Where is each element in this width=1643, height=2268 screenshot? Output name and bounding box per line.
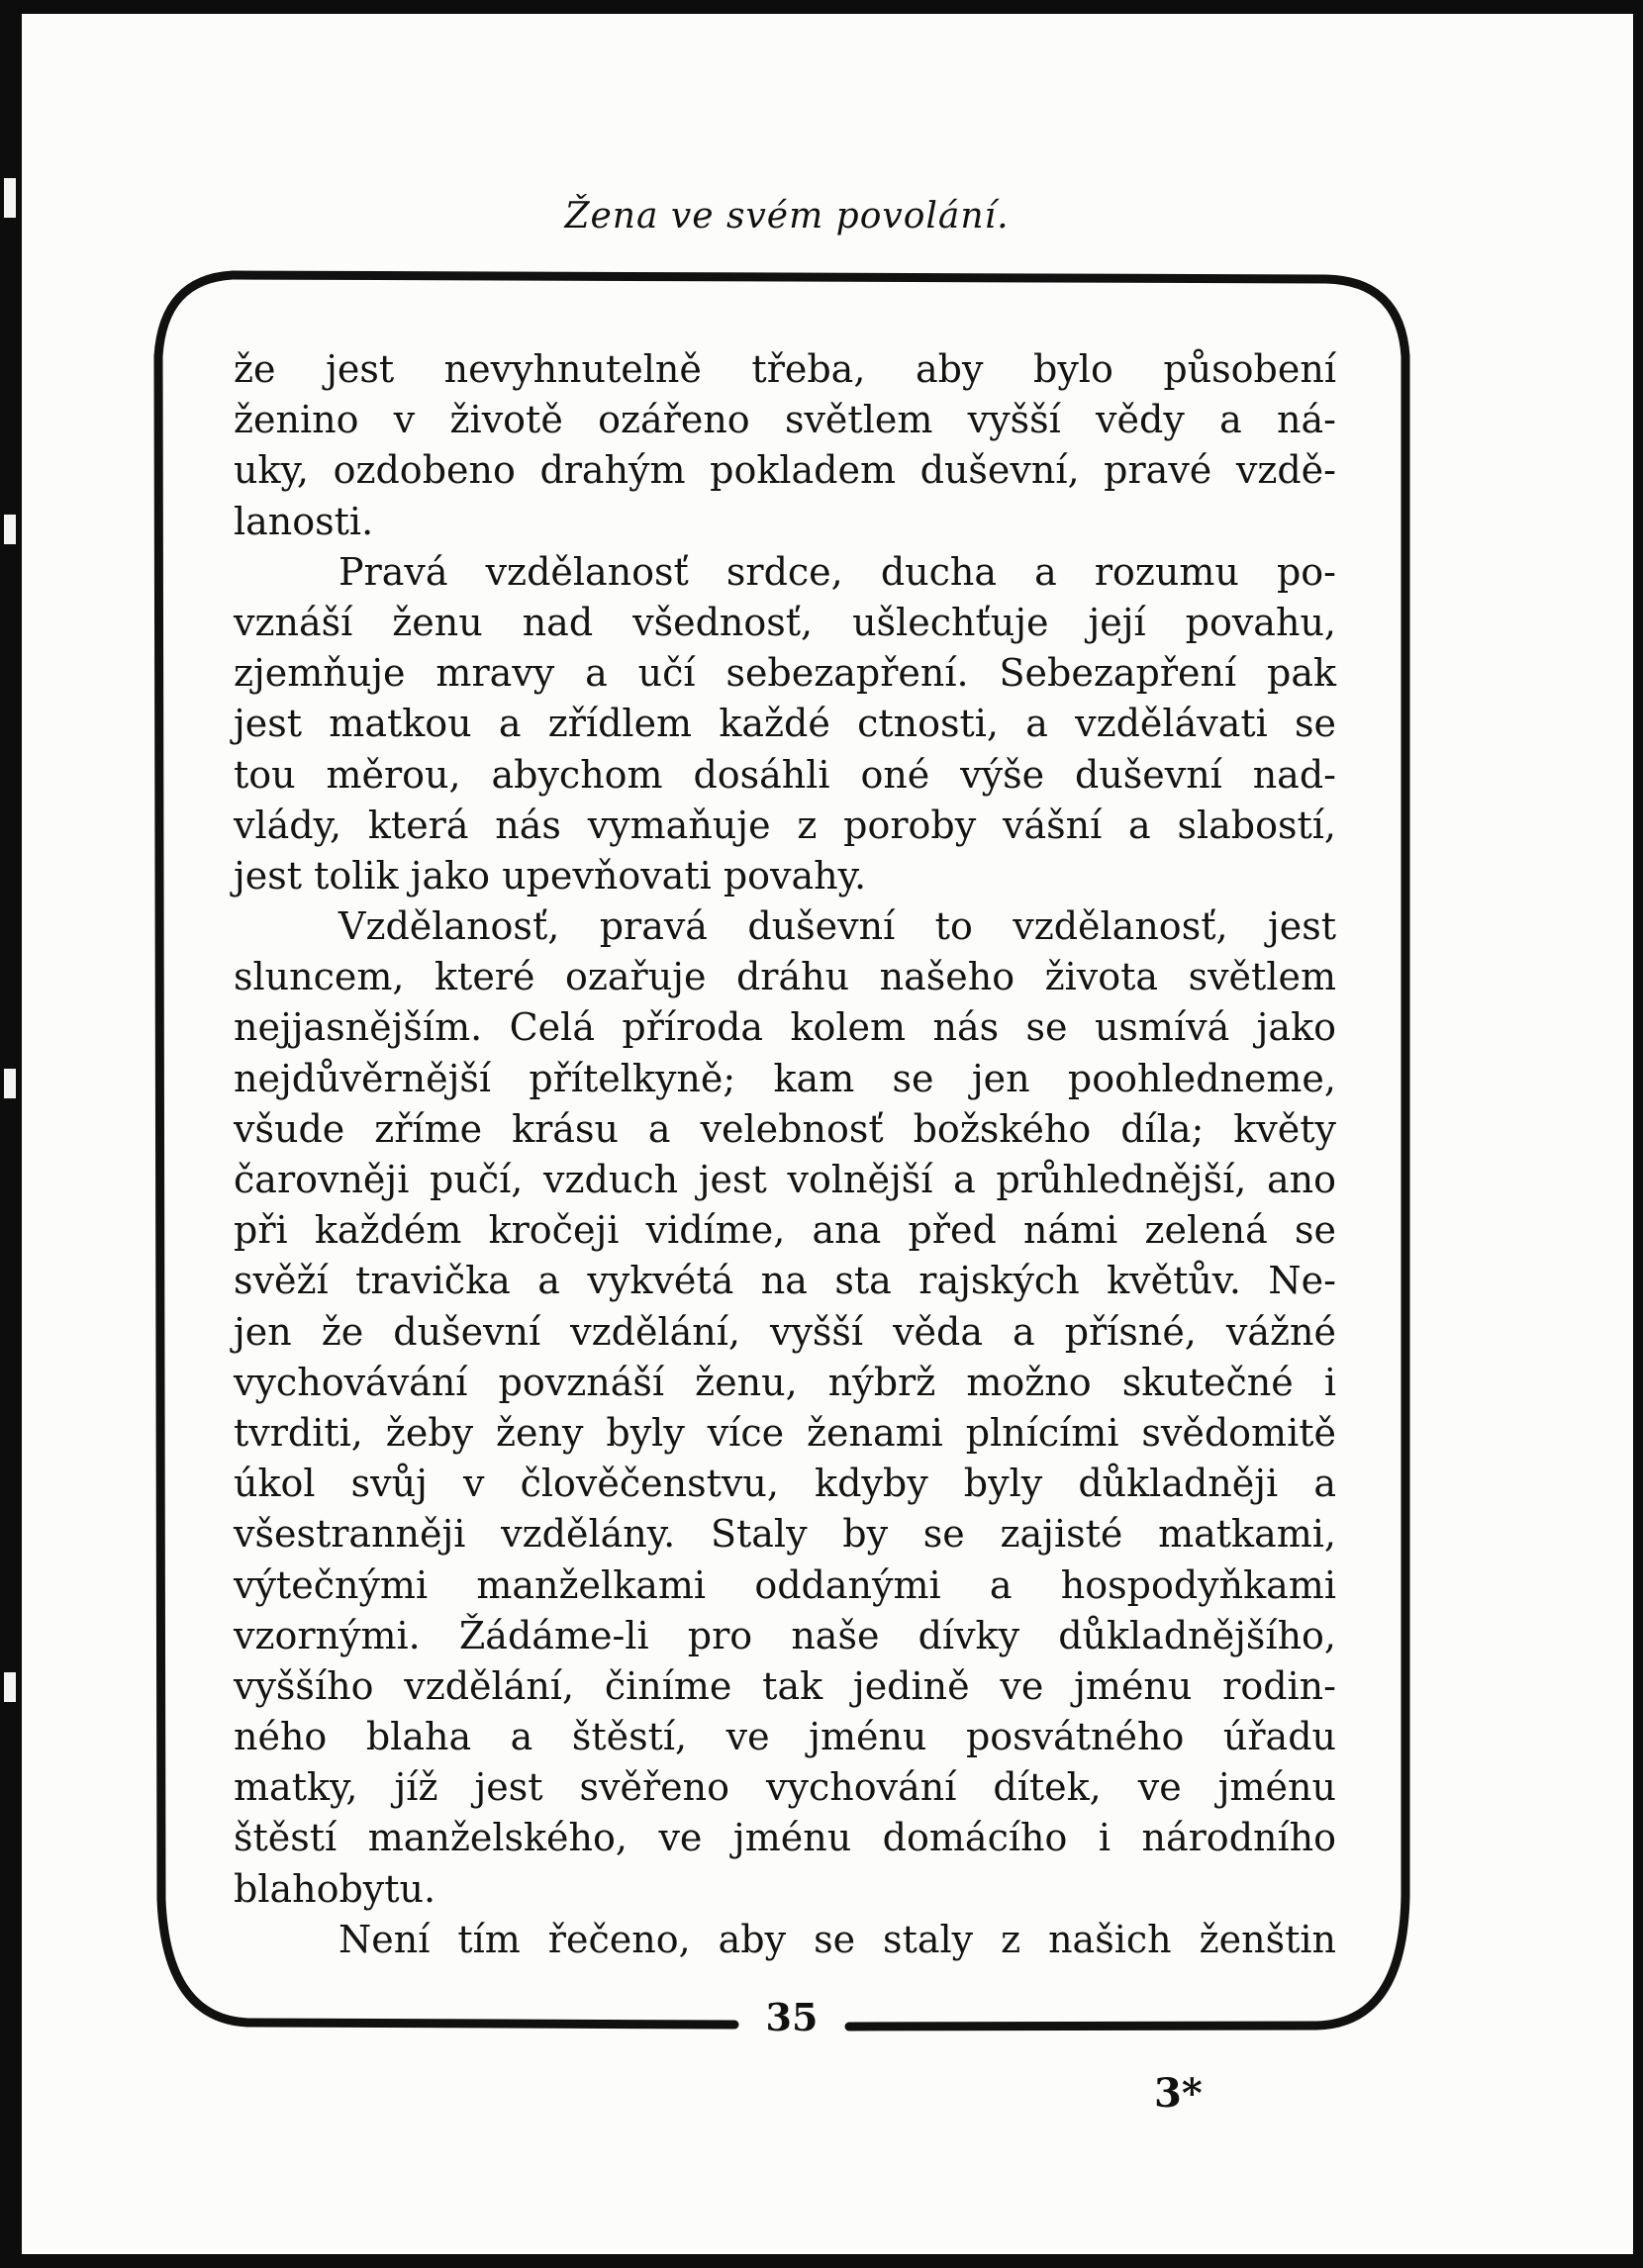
text-line: Vzdělanosť, pravá duševní to vzdělanosť, jest — [338, 904, 1336, 949]
text-line: tvrditi, žeby ženy byly více ženami plnícími svědomitě — [234, 1410, 1336, 1455]
text-line: uky, ozdobeno drahým pokladem duševní, pravé vzdě- — [234, 448, 1336, 493]
body-text — [234, 344, 1336, 1965]
text-line: vyššího vzdělání, činíme tak jedině ve jménu rodin- — [234, 1663, 1336, 1708]
text-line: ného blaha a štěstí, ve jménu posvátného úřadu — [234, 1715, 1336, 1759]
spine-mark — [4, 1672, 16, 1702]
text-line: zjemňuje mravy a učí sebezapření. Sebezapření pak — [234, 651, 1336, 696]
spine-mark — [4, 1069, 16, 1098]
text-line: vznáší ženu nad všednosť, ušlechťuje její povahu, — [234, 600, 1336, 644]
text-line: vlády, která nás vymaňuje z poroby vášní a slabostí, — [234, 803, 1336, 847]
signature-mark: 3* — [1154, 2070, 1203, 2117]
text-line: ženino v životě ozářeno světlem vyšší vědy a ná- — [234, 398, 1336, 442]
text-line: všestranněji vzdělány. Staly by se zajisté matkami, — [234, 1512, 1336, 1557]
text-line: sluncem, které ozařuje dráhu našeho života světlem — [234, 955, 1336, 999]
text-line: při každém kročeji vidíme, ana před námi zelená se — [234, 1208, 1336, 1253]
text-line: štěstí manželského, ve jménu domácího i národního — [234, 1816, 1336, 1860]
page-spine-edge — [0, 0, 22, 2268]
running-head: Žena ve svém povolání. — [564, 196, 1010, 236]
text-line: Pravá vzdělanosť srdce, ducha a rozumu po- — [338, 549, 1336, 594]
text-line: Není tím řečeno, aby se staly z našich ženštin — [338, 1917, 1336, 1961]
text-line: matky, jíž jest svěřeno vychování dítek, ve jménu — [234, 1765, 1336, 1810]
text-line: jen že duševní vzdělání, vyšší věda a přísné, vážné — [234, 1309, 1336, 1354]
text-line: vychovávání povznáší ženu, nýbrž možno skutečné i — [234, 1360, 1336, 1404]
text-line: jest matkou a zřídlem každé ctnosti, a vzdělávati se — [234, 702, 1336, 746]
text-line: jest tolik jako upevňovati povahy. — [234, 853, 867, 898]
text-line: vzornými. Žádáme-li pro naše dívky důkladnějšího, — [234, 1613, 1336, 1657]
text-line: tou měrou, abychom dosáhli oné výše duševní nad- — [234, 752, 1336, 797]
text-line: všude zříme krásu a velebnosť božského díla; květy — [234, 1106, 1336, 1151]
text-line: nejjasnějším. Celá příroda kolem nás se usmívá jako — [234, 1005, 1336, 1050]
text-line: svěží travička a vykvétá na sta rajských květův. Ne- — [234, 1259, 1336, 1303]
text-line: že jest nevyhnutelně třeba, aby bylo působení — [234, 347, 1336, 391]
text-line: nejdůvěrnější přítelkyně; kam se jen poohledneme, — [234, 1056, 1336, 1100]
text-line: výtečnými manželkami oddanými a hospodyňkami — [234, 1562, 1336, 1607]
spine-mark — [4, 515, 16, 544]
page-number: 35 — [762, 1995, 822, 2039]
text-line: lanosti. — [234, 499, 374, 543]
text-line: čarovněji pučí, vzduch jest volnější a průhlednější, ano — [234, 1158, 1336, 1201]
text-line: úkol svůj v člověčenstvu, kdyby byly důkladněji a — [234, 1462, 1336, 1506]
text-line: blahobytu. — [234, 1866, 436, 1911]
